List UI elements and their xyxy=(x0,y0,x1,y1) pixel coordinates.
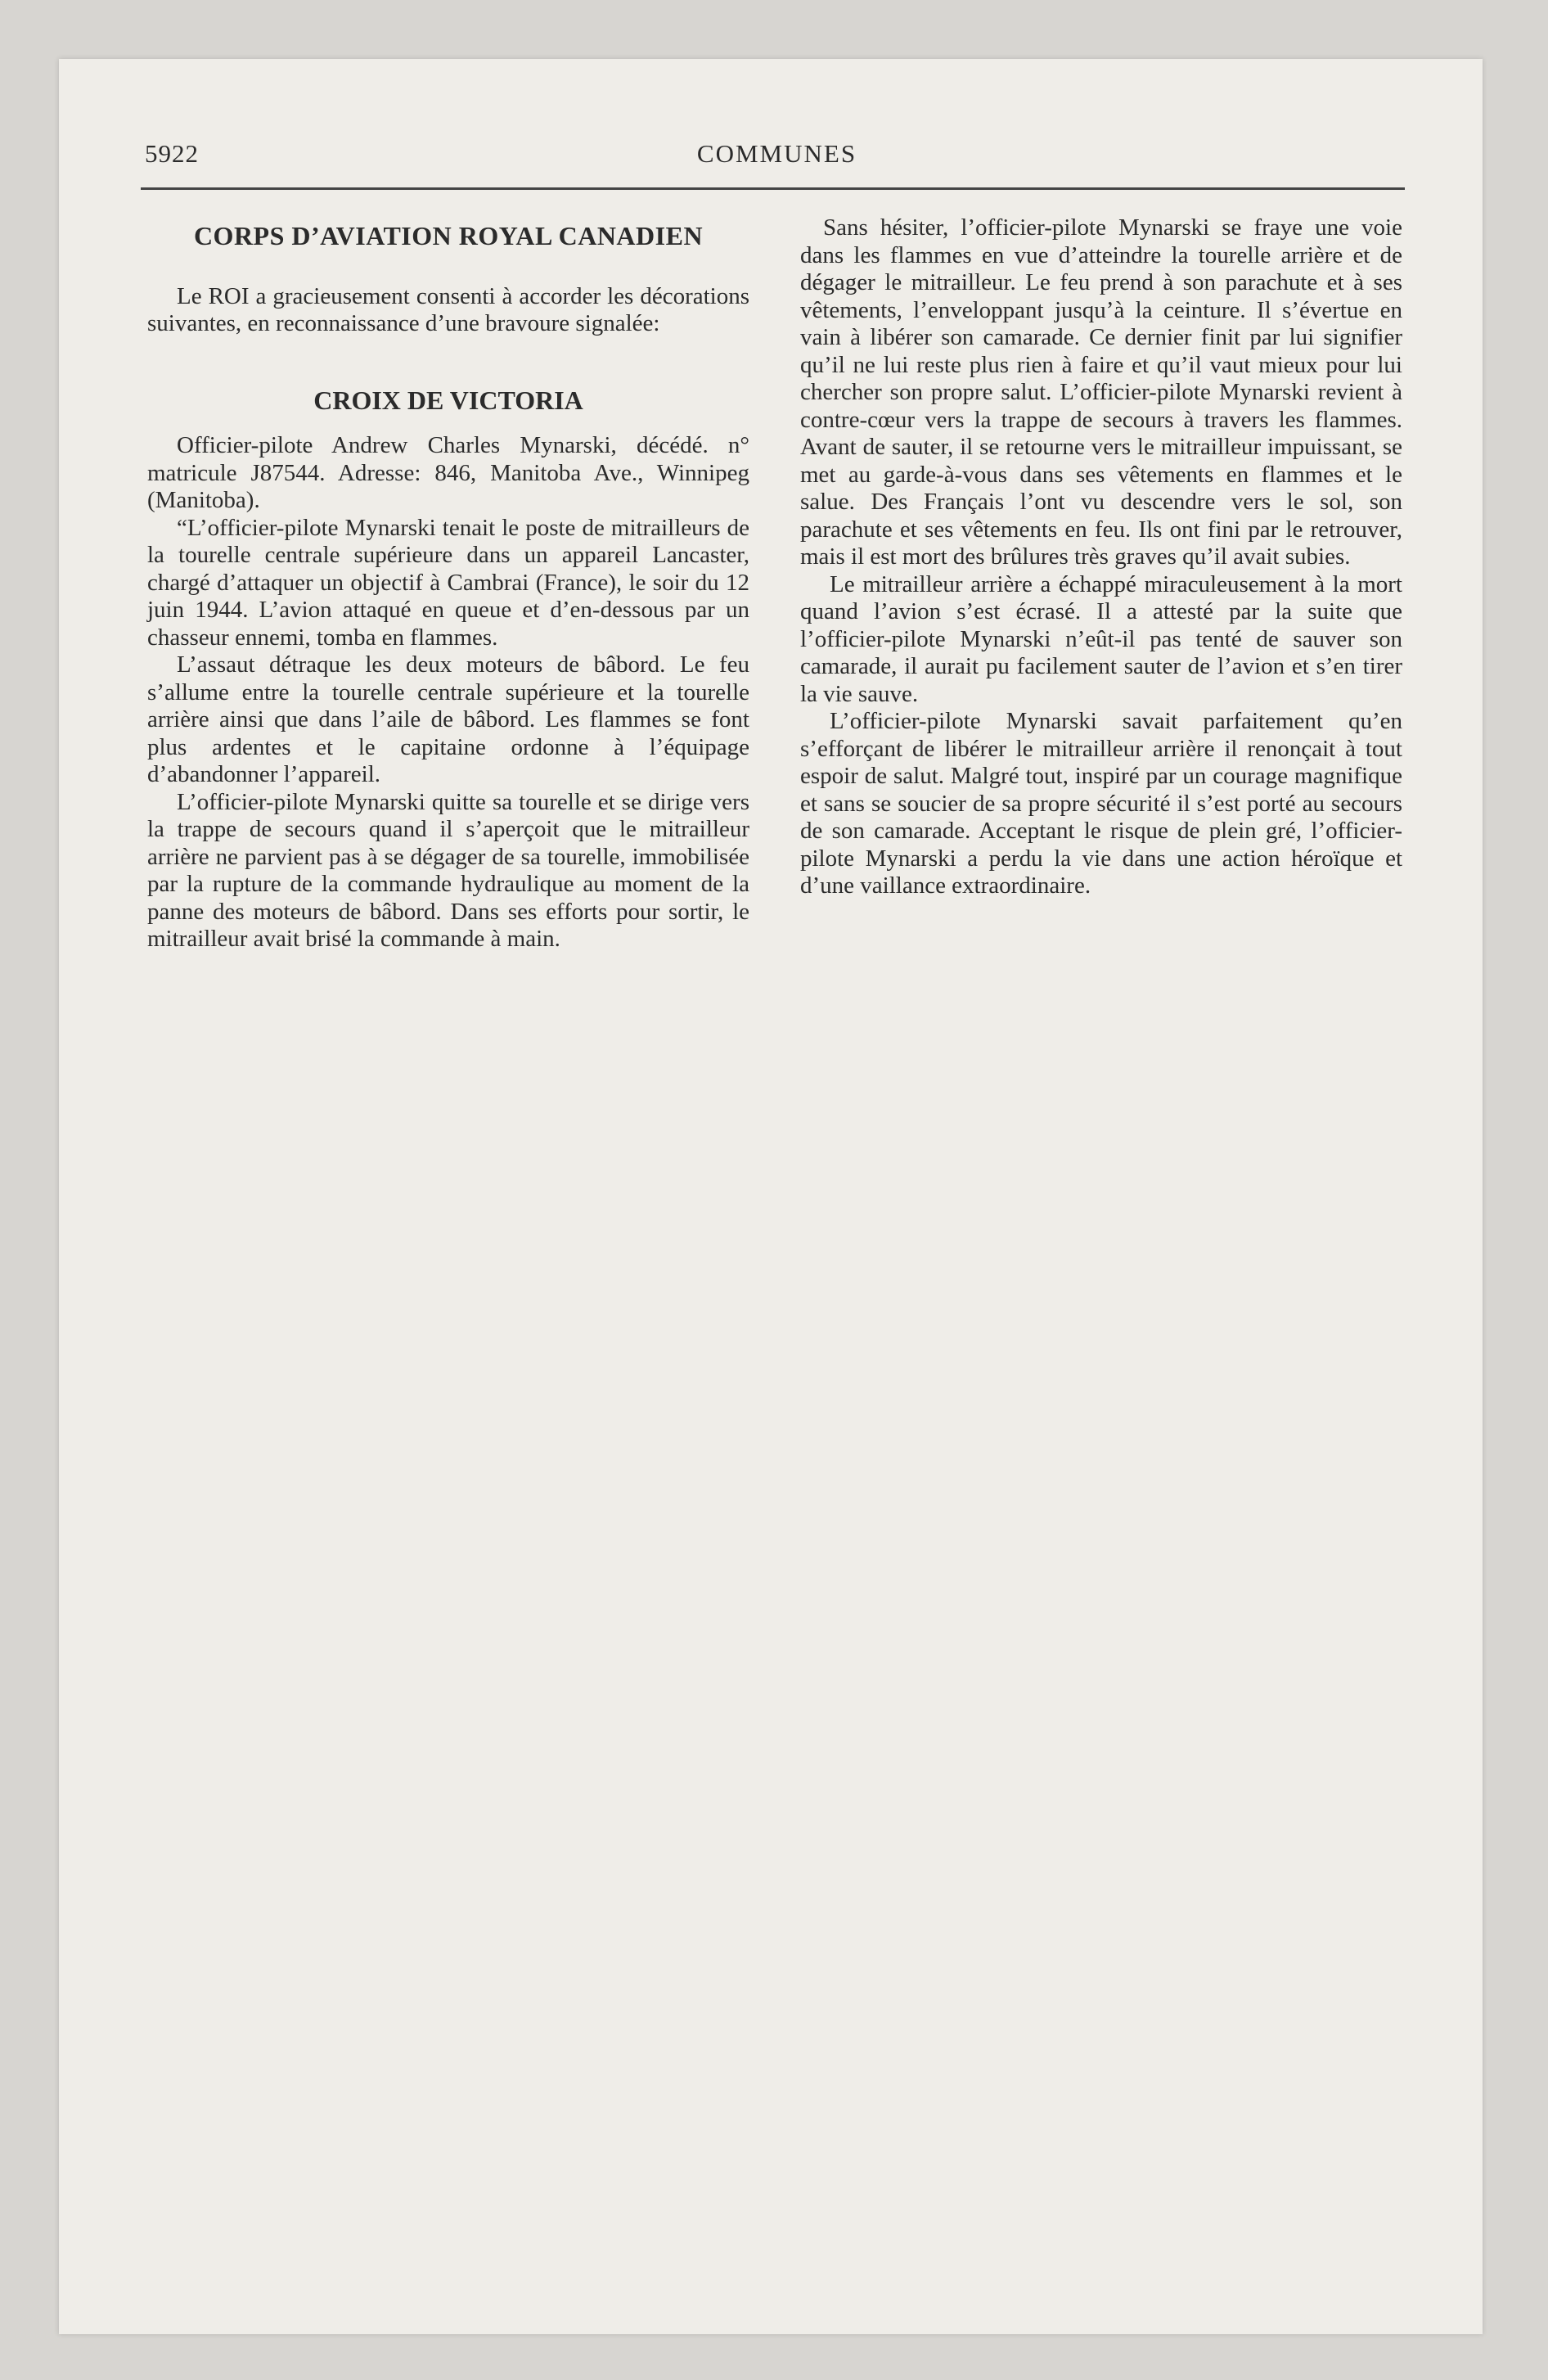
left-column xyxy=(147,214,749,953)
intro-paragraph: Le ROI a gracieusement consenti à accorder les décorations suivantes, en reconnaissance d’une bravoure signalée: xyxy=(147,282,749,336)
running-head xyxy=(145,139,1409,178)
paragraph: L’assaut détraque les deux moteurs de bâbord. Le feu s’allume entre la tourelle centrale supérieure et la tourelle arrière ainsi que dans l’aile de bâbord. Les flammes se font plus ardentes et le capitaine ordonne à l’équipage d’abandonner l’appareil. xyxy=(147,651,749,787)
paragraph: Officier-pilote Andrew Charles Mynarski, décédé. n° matricule J87544. Adresse: 846, Manitoba Ave., Winnipeg (Manitoba). xyxy=(147,432,749,513)
paragraph: “L’officier-pilote Mynarski tenait le poste de mitrailleurs de la tourelle centrale supérieure dans un appareil Lancaster, chargé d’attaquer un objectif à Cambrai (France), le soir du 12 juin 1944. L’avion attaqué en queue et d’en-dessous par un chasseur ennemi, tomba en flammes. xyxy=(147,514,749,651)
header-rule xyxy=(141,187,1405,190)
running-title: COMMUNES xyxy=(696,139,857,168)
award-title: CROIX DE VICTORIA xyxy=(313,385,583,415)
paragraph: L’officier-pilote Mynarski savait parfaitement qu’en s’efforçant de libérer le mitrailleur arrière il renonçait à tout espoir de salut. Malgré tout, inspiré par un courage magnifique et sans se soucier de sa propre sécurité il s’est porté au secours de son camarade. Acceptant le risque de plein gré, l’officier-pilote Mynarski a perdu la vie dans une action héroïque et d’une vaillance extraordinaire. xyxy=(800,708,1402,899)
paragraph: Le mitrailleur arrière a échappé miraculeusement à la mort quand l’avion s’est écrasé. Il a attesté par la suite que l’officier-pilote Mynarski n’eût-il pas tenté de sauver son camarade, il aurait pu facilement sauter de l’avion et s’en tirer la vie sauve. xyxy=(800,570,1402,707)
section-title: CORPS D’AVIATION ROYAL CANADIEN xyxy=(193,221,704,250)
paragraph: L’officier-pilote Mynarski quitte sa tourelle et se dirige vers la trappe de secours quand il s’aperçoit que le mitrailleur arrière ne parvient pas à se dégager de sa tourelle, immobilisée par la rupture de la commande hydraulique au moment de la panne des moteurs de bâbord. Dans ses efforts pour sortir, le mitrailleur avait brisé la commande à main. xyxy=(147,788,749,952)
right-column xyxy=(800,214,1402,900)
paragraph: Sans hésiter, l’officier-pilote Mynarski se fraye une voie dans les flammes en vue d’atteindre la tourelle arrière et de dégager le mitrailleur. Le feu prend à son parachute et à ses vêtements, l’enveloppant jusqu’à la ceinture. Il s’évertue en vain à libérer son camarade. Ce dernier finit par lui signifier qu’il ne lui reste plus rien à faire et qu’il vaut mieux pour lui chercher son propre salut. L’officier-pilote Mynarski revient à contre-cœur vers la trappe de secours à travers les flammes. Avant de sauter, il se retourne vers le mitrailleur impuissant, se met au garde-à-vous dans ses vêtements en flammes et le salue. Des Français l’ont vu descendre vers le sol, son parachute et ses vêtements en feu. Ils ont fini par le retrouver, mais il est mort des brûlures très graves qu’il avait subies. xyxy=(800,214,1402,570)
page-number: 5922 xyxy=(145,139,199,168)
